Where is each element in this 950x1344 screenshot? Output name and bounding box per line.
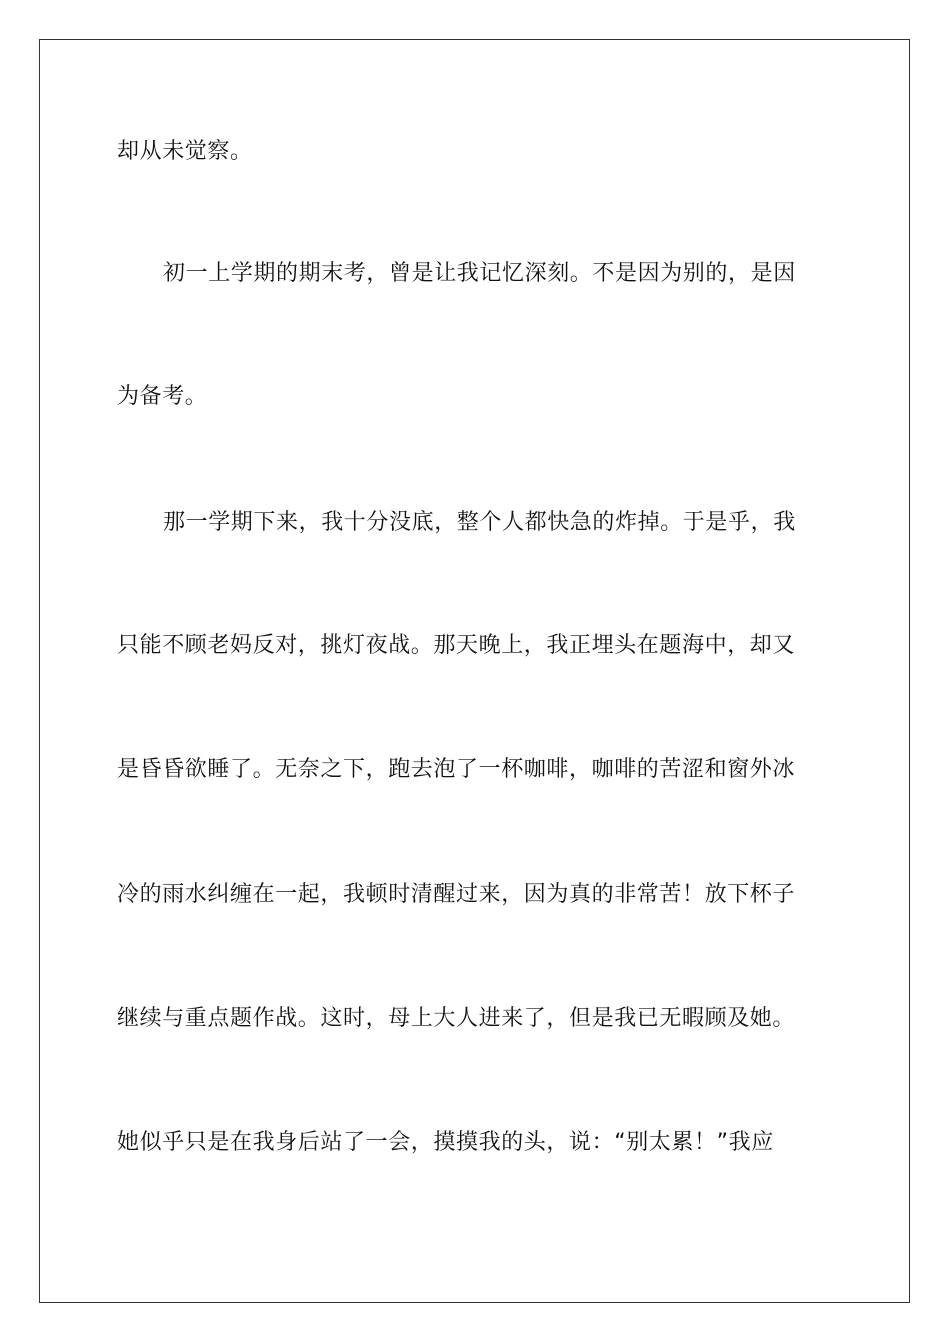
text-line-4: 那一学期下来，我十分没底，整个人都快急的炸掉。于是乎，我: [163, 510, 796, 535]
text-line-2: 初一上学期的期末考，曾是让我记忆深刻。不是因为别的，是因: [163, 261, 796, 286]
text-line-6: 是昏昏欲睡了。无奈之下，跑去泡了一杯咖啡，咖啡的苦涩和窗外冰: [117, 757, 796, 782]
text-line-3: 为备考。: [117, 384, 208, 409]
text-line-1: 却从未觉察。: [117, 139, 253, 164]
text-line-7: 冷的雨水纠缠在一起，我顿时清醒过来，因为真的非常苦！放下杯子: [117, 882, 796, 907]
text-line-8: 继续与重点题作战。这时，母上大人进来了，但是我已无暇顾及她。: [117, 1006, 796, 1031]
text-line-5: 只能不顾老妈反对，挑灯夜战。那天晚上，我正埋头在题海中，却又: [117, 633, 796, 658]
text-line-9: 她似乎只是在我身后站了一会，摸摸我的头，说：“别太累！”我应: [117, 1130, 774, 1155]
page-border: [39, 39, 910, 1303]
